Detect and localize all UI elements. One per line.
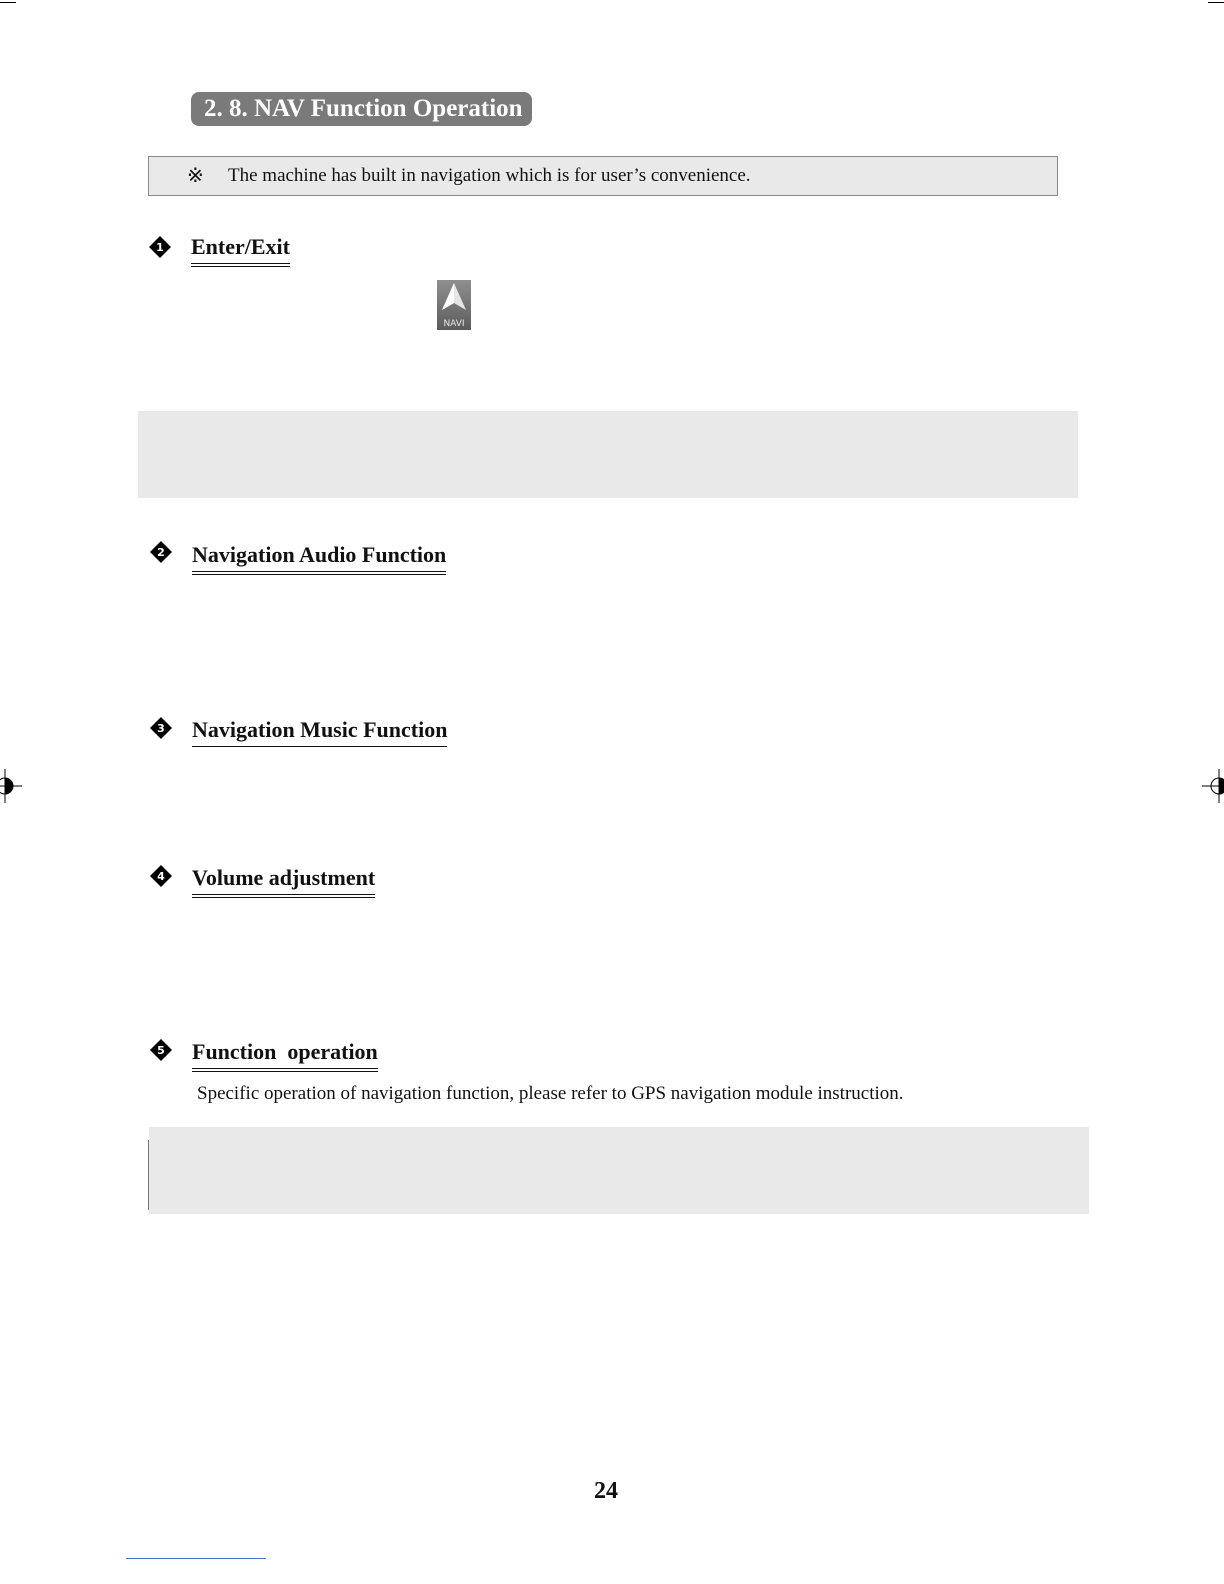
- section-title: 2. 8. NAV Function Operation: [191, 92, 532, 126]
- heading-enter-exit: Enter/Exit: [191, 234, 290, 267]
- heading-navigation-audio-function: Navigation Audio Function: [192, 542, 446, 575]
- diamond-bullet-5-icon: [149, 1038, 173, 1062]
- navigation-arrow-icon: [437, 280, 471, 316]
- bullet-number-4: 4: [157, 870, 165, 883]
- footer-rule: [126, 1558, 266, 1559]
- diamond-bullet-3-icon: [149, 716, 173, 740]
- page-number: 24: [594, 1478, 618, 1504]
- reference-mark-icon: ※: [187, 165, 204, 187]
- bullet-number-5: 5: [157, 1044, 165, 1057]
- diamond-bullet-1-icon: [148, 235, 172, 259]
- crop-mark-top-left: [0, 2, 16, 3]
- heading-navigation-music-function: Navigation Music Function: [192, 717, 447, 747]
- navi-app-icon[interactable]: [437, 280, 471, 330]
- note-text: The machine has built in navigation which is for user’s convenience.: [228, 165, 751, 186]
- diamond-bullet-2-icon: [149, 540, 173, 564]
- note-box: [148, 156, 1058, 196]
- gray-note-band-1: [138, 411, 1078, 498]
- bullet-number-1: 1: [156, 241, 164, 254]
- registration-mark-right-icon: [1202, 769, 1224, 803]
- gray-note-band-2: [149, 1127, 1089, 1214]
- bullet-number-3: 3: [157, 722, 165, 735]
- heading-volume-adjustment: Volume adjustment: [192, 865, 375, 898]
- bullet-number-2: 2: [157, 546, 165, 559]
- gray-note-band-2-edge: [148, 1140, 149, 1210]
- diamond-bullet-4-icon: [149, 864, 173, 888]
- function-operation-text: Specific operation of navigation function, please refer to GPS navigation module instruction.: [197, 1083, 904, 1104]
- crop-mark-top-right: [1208, 2, 1224, 3]
- heading-function-operation: Function operation: [192, 1039, 378, 1072]
- navi-icon-label: NAVI: [443, 319, 465, 329]
- registration-mark-left-icon: [0, 769, 22, 803]
